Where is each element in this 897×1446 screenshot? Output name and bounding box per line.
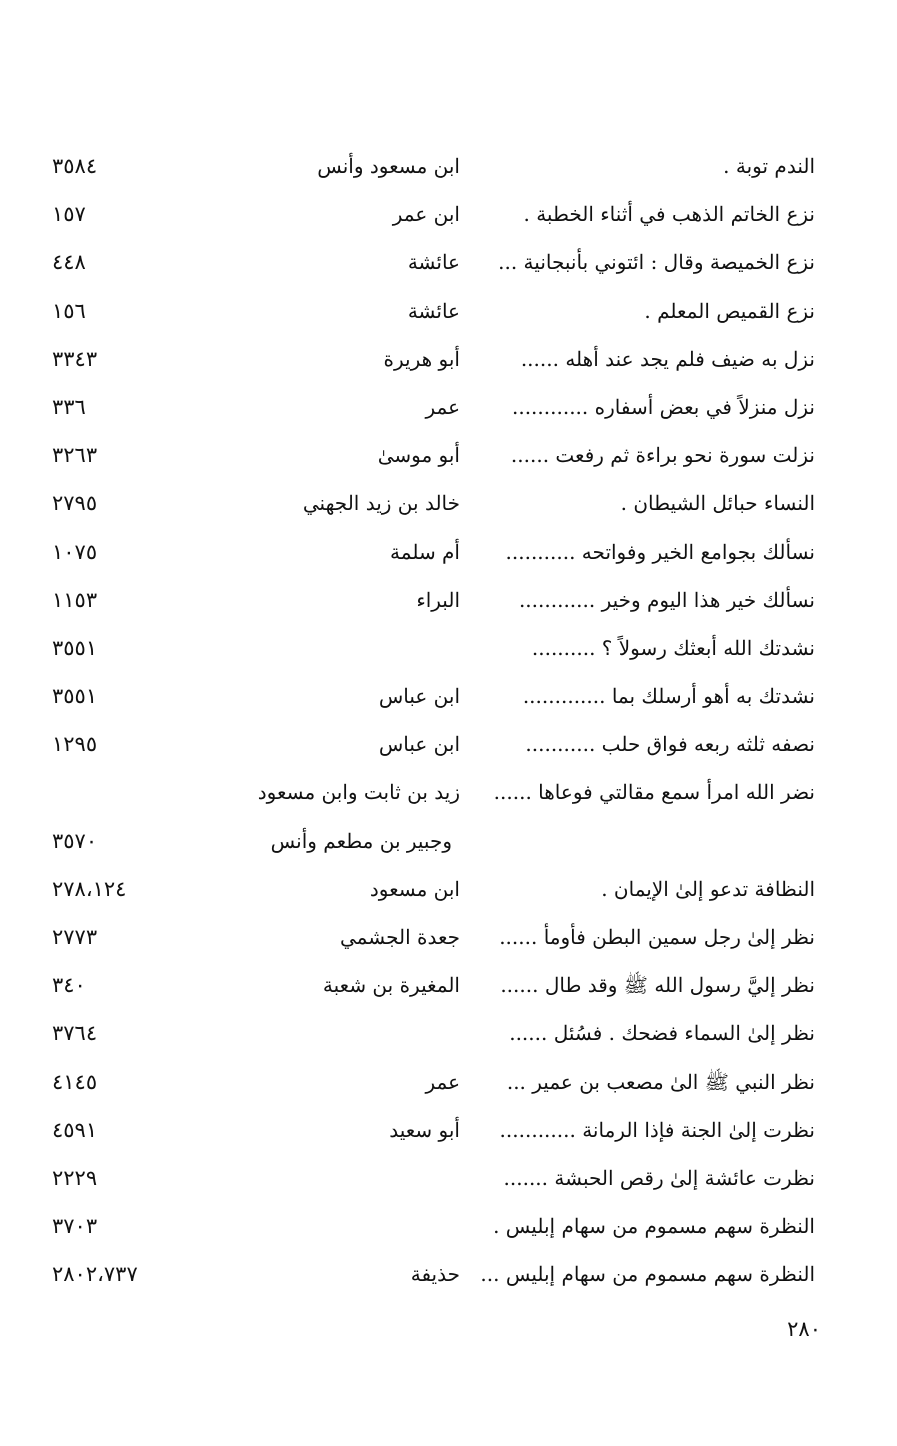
index-entry (0, 1251, 897, 1299)
hadith-text: نشدتك الله أبعثك رسولاً ؟ .......... (531, 635, 815, 660)
reference-number: ٣٧٦٤ (52, 1021, 98, 1046)
hadith-text: نظر النبي ﷺ الىٰ مصعب بن عمير ... (506, 1069, 815, 1094)
narrator-name: أبو موسىٰ (377, 443, 460, 468)
hadith-text: نسألك بجوامع الخير وفواتحه ........... (505, 539, 815, 564)
narrator-name: عائشة (407, 250, 460, 275)
hadith-text: نزل منزلاً في بعض أسفاره ............ (511, 394, 815, 419)
reference-number: ١٥٦ (52, 298, 86, 323)
index-entry (0, 577, 897, 625)
reference-number: ١٢٩٥ (52, 732, 98, 757)
narrator-name: أم سلمة (390, 539, 460, 564)
index-entry (0, 721, 897, 769)
narrator-name: ابن عباس (378, 684, 460, 709)
reference-number: ١١٥٣ (52, 587, 98, 612)
hadith-text: الندم توبة . (723, 154, 815, 178)
hadith-text: نضر الله امرأ سمع مقالتي فوعاها ...... (493, 780, 815, 805)
reference-number: ٣٧٠٣ (52, 1214, 98, 1239)
hadith-text: نشدتك به أهو أرسلك بما ............. (522, 684, 815, 709)
index-entry (0, 1203, 897, 1251)
reference-number: ٣٣٦ (52, 394, 86, 419)
narrator-name: أبو سعيد (389, 1117, 460, 1142)
reference-number: ١٥٧ (52, 202, 86, 227)
index-entry (0, 1059, 897, 1107)
reference-number: ٣٤٠ (52, 973, 86, 998)
reference-number: ٤٥٩١ (52, 1117, 98, 1142)
index-entry (0, 914, 897, 962)
hadith-text: نظرت عائشة إلىٰ رقص الحبشة ....... (503, 1165, 815, 1190)
reference-number: ٢٧٧٣ (52, 925, 98, 949)
index-entry (0, 1107, 897, 1155)
reference-number: ٣٥٧٠ (52, 828, 98, 853)
reference-number: ٣٣٤٣ (52, 346, 98, 371)
index-entry (0, 480, 897, 528)
narrator-name: عمر (425, 394, 460, 419)
narrator-name: خالد بن زيد الجهني (302, 491, 460, 516)
index-entry (0, 625, 897, 673)
index-entry (0, 336, 897, 384)
narrator-name: عمر (425, 1069, 460, 1094)
reference-number: ١٠٧٥ (52, 539, 98, 564)
hadith-text: النظرة سهم مسموم من سهام إبليس ... (480, 1262, 815, 1287)
index-entry (0, 769, 897, 817)
index-entry (0, 1010, 897, 1058)
hadith-text: نزع الخاتم الذهب في أثناء الخطبة . (523, 202, 815, 227)
hadith-text: نظرت إلىٰ الجنة فإذا الرمانة ............ (499, 1117, 815, 1142)
narrator-name: ابن مسعود (369, 876, 460, 901)
reference-number: ٢٢٢٩ (52, 1165, 98, 1190)
hadith-text: النظافة تدعو إلىٰ الإيمان . (601, 876, 815, 901)
narrator-name: حذيفة (410, 1262, 460, 1287)
hadith-text: نظر إليَّ رسول الله ﷺ وقد طال ...... (500, 973, 815, 998)
hadith-text: نظر إلىٰ السماء فضحك . فسُئل ...... (509, 1021, 815, 1046)
index-entry (0, 673, 897, 721)
reference-number: ٤١٤٥ (52, 1069, 98, 1094)
index-entry (0, 866, 897, 914)
narrator-name: وجبير بن مطعم وأنس (270, 828, 452, 853)
reference-number: ٢٧٩٥ (52, 491, 98, 516)
hadith-text: نسألك خير هذا اليوم وخير ............ (518, 587, 815, 612)
index-entry (0, 432, 897, 480)
hadith-text: نزلت سورة نحو براءة ثم رفعت ...... (510, 443, 815, 468)
narrator-name: ابن مسعود وأنس (317, 154, 460, 178)
hadith-text: نزع القميص المعلم . (644, 298, 815, 323)
hadith-text: نظر إلىٰ رجل سمين البطن فأومأ ...... (499, 925, 815, 949)
reference-number: ٣٢٦٣ (52, 443, 98, 468)
reference-number: ٢٧٨،١٢٤ (52, 876, 127, 901)
index-entry (0, 962, 897, 1010)
index-entry (0, 239, 897, 287)
narrator-name: ابن عمر (392, 202, 460, 227)
reference-number: ٣٥٥١ (52, 684, 98, 709)
index-entry (0, 143, 897, 191)
hadith-text: النساء حبائل الشيطان . (620, 491, 815, 516)
reference-number: ٤٤٨ (52, 250, 86, 275)
index-entry (0, 818, 897, 866)
page-number: ٢٨٠ (787, 1317, 821, 1341)
index-entry (0, 191, 897, 239)
narrator-name: المغيرة بن شعبة (322, 973, 460, 998)
reference-number: ٣٥٨٤ (52, 154, 98, 178)
narrator-name: البراء (416, 587, 460, 612)
hadith-text: نزع الخميصة وقال : ائتوني بأنبجانية ... (498, 250, 815, 275)
narrator-name: ابن عباس (378, 732, 460, 757)
hadith-index-list (0, 143, 897, 1300)
narrator-name: زيد بن ثابت وابن مسعود (257, 780, 460, 805)
index-entry (0, 529, 897, 577)
hadith-text: النظرة سهم مسموم من سهام إبليس . (493, 1214, 815, 1239)
narrator-name: أبو هريرة (383, 346, 460, 371)
hadith-text: نصفه ثلثه ربعه فواق حلب ........... (525, 732, 815, 757)
reference-number: ٣٥٥١ (52, 635, 98, 660)
index-entry (0, 384, 897, 432)
hadith-text: نزل به ضيف فلم يجد عند أهله ...... (520, 346, 815, 371)
narrator-name: عائشة (407, 298, 460, 323)
narrator-name: جعدة الجشمي (340, 925, 460, 949)
index-entry (0, 288, 897, 336)
index-entry (0, 1155, 897, 1203)
reference-number: ٢٨٠٢،٧٣٧ (52, 1262, 138, 1287)
